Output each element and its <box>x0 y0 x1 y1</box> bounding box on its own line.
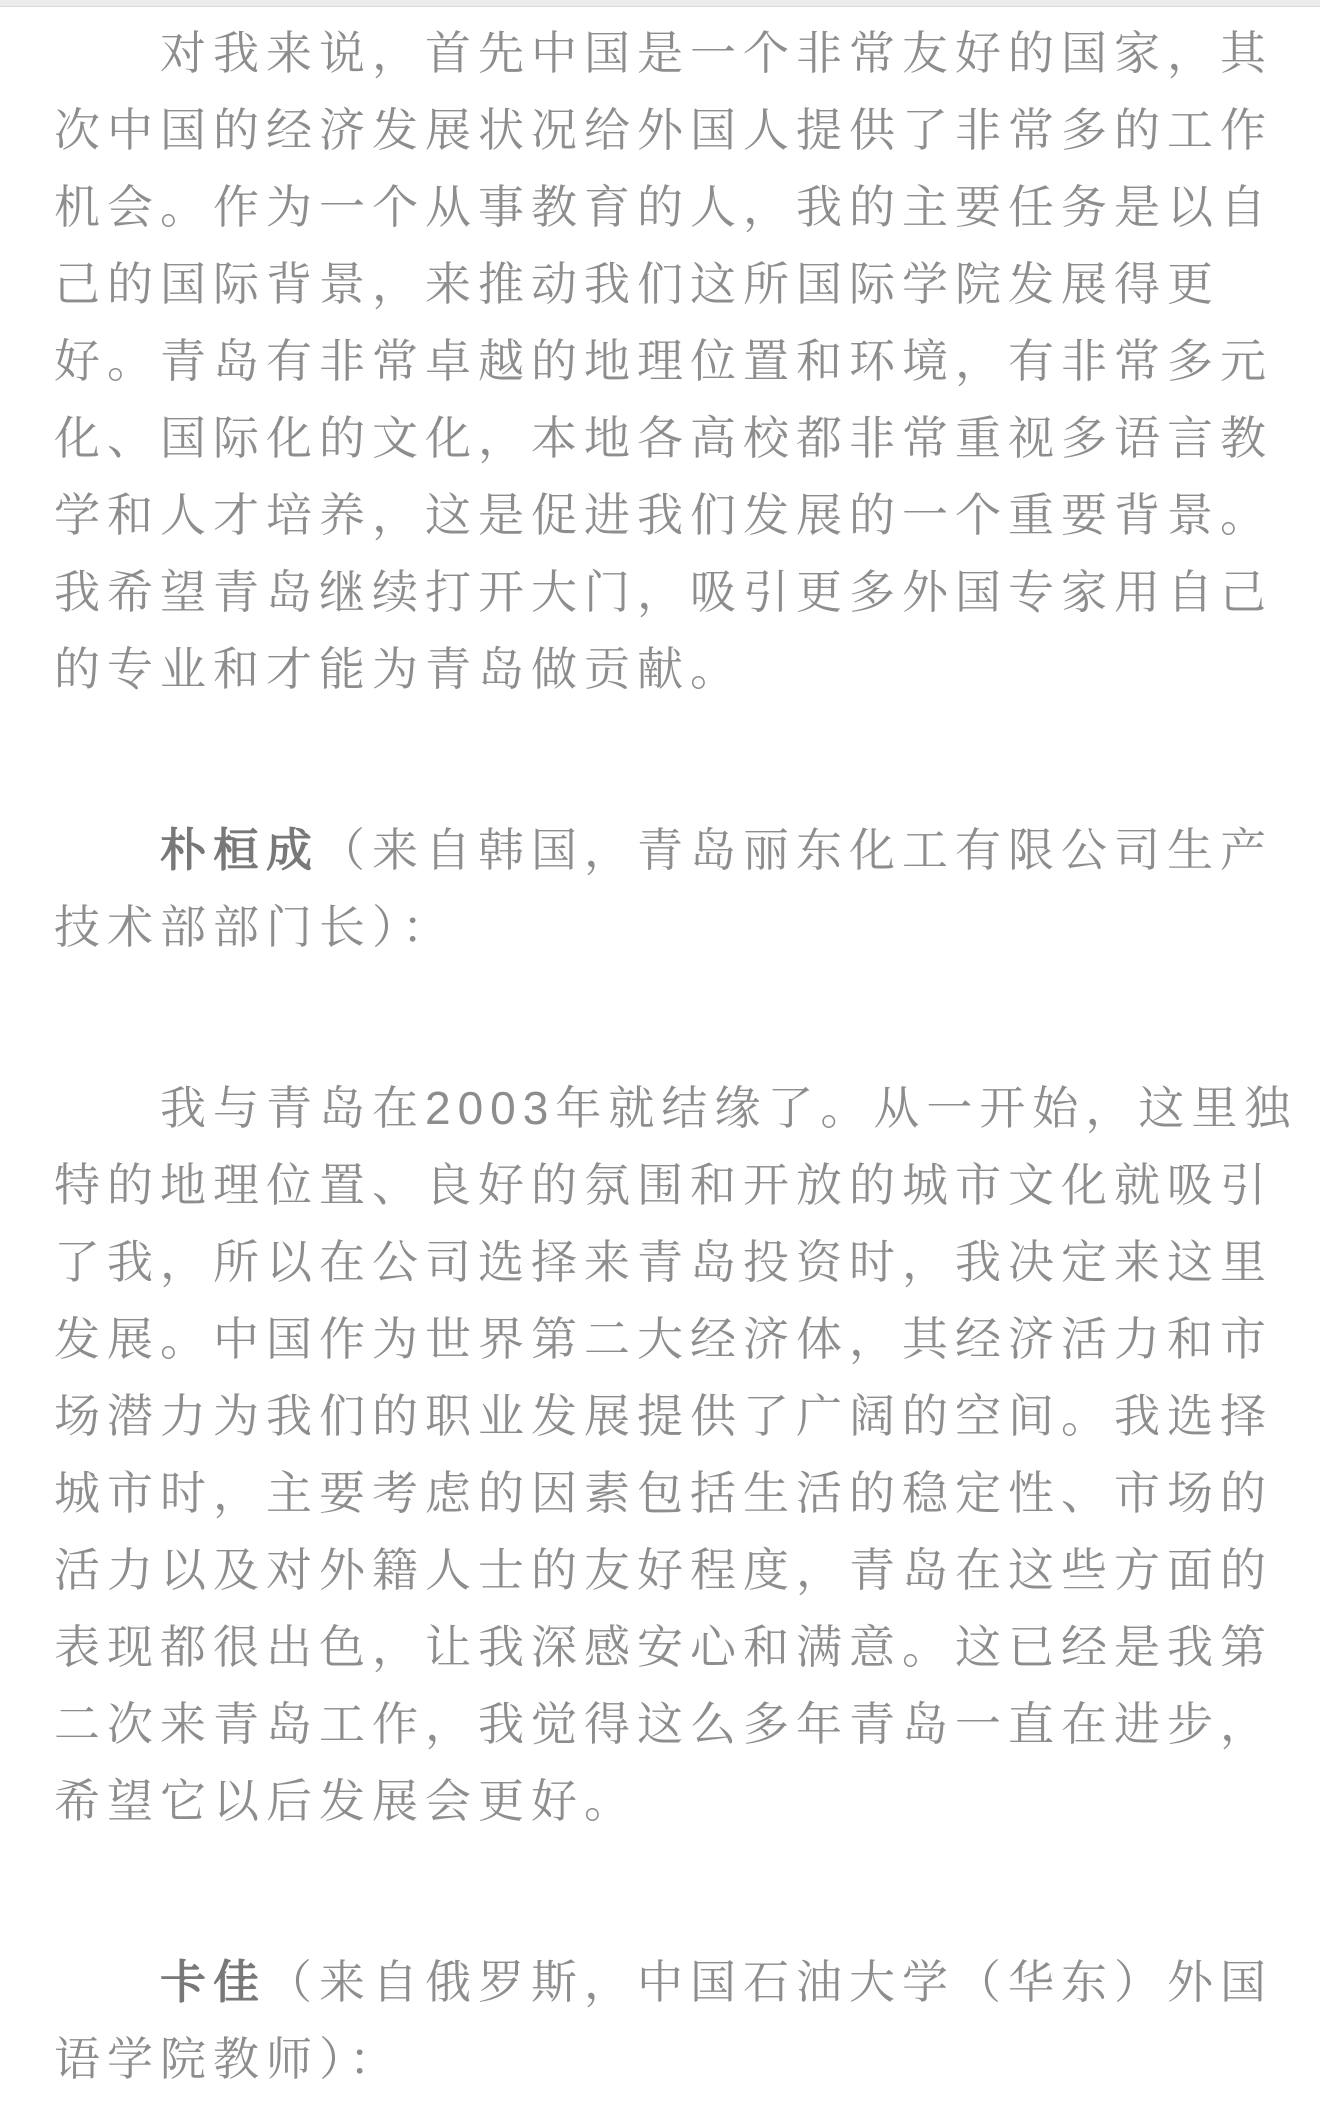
text-segment: 次中国的经济发展状况给外国人提供了非常多的工作 <box>54 104 1273 156</box>
paragraph-speaker-1 <box>54 812 1280 966</box>
text-line <box>54 1763 1280 1840</box>
text-segment: 己的国际背景，来推动我们这所国际学院发展得更 <box>54 258 1220 310</box>
text-segment: 的专业和才能为青岛做贡献。 <box>54 643 743 695</box>
text-line <box>54 15 1280 92</box>
paragraph-quote-1 <box>54 15 1280 708</box>
text-line <box>54 812 1280 889</box>
paragraph-quote-2 <box>54 1070 1298 1840</box>
text-segment: 表现都很出色，让我深感安心和满意。这已经是我第 <box>54 1621 1273 1673</box>
text-segment: 技术部部门长）： <box>54 901 455 953</box>
text-segment: 学和人才培养，这是促进我们发展的一个重要背景。 <box>54 489 1273 541</box>
text-line <box>54 92 1280 169</box>
article-body <box>54 15 1298 2098</box>
text-segment: 我与青岛在2003年就结缘了。从一开始，这里独 <box>160 1082 1298 1134</box>
paragraph-speaker-2 <box>54 1944 1280 2098</box>
text-segment: 化、国际化的文化，本地各高校都非常重视多语言教 <box>54 412 1273 464</box>
text-segment: 我希望青岛继续打开大门，吸引更多外国专家用自己 <box>54 566 1273 618</box>
text-segment: 场潜力为我们的职业发展提供了广阔的空间。我选择 <box>54 1390 1273 1442</box>
speaker-name: 卡佳 <box>160 1956 266 2008</box>
text-segment: 二次来青岛工作，我觉得这么多年青岛一直在进步， <box>54 1698 1273 1750</box>
text-line <box>54 554 1280 631</box>
text-segment: 发展。中国作为世界第二大经济体，其经济活力和市 <box>54 1313 1273 1365</box>
text-line <box>54 1301 1280 1378</box>
text-line <box>54 1224 1280 1301</box>
text-segment: 希望它以后发展会更好。 <box>54 1775 637 1827</box>
text-line <box>54 1609 1280 1686</box>
text-line <box>54 889 1280 966</box>
text-line <box>54 246 1280 323</box>
text-line <box>54 400 1280 477</box>
text-line <box>54 1378 1280 1455</box>
text-line <box>54 1455 1280 1532</box>
text-line <box>54 1070 1298 1147</box>
text-segment: 活力以及对外籍人士的友好程度，青岛在这些方面的 <box>54 1544 1273 1596</box>
text-line <box>54 1532 1280 1609</box>
speaker-name: 朴桓成 <box>160 824 319 876</box>
text-line <box>54 169 1280 246</box>
text-segment: 了我，所以在公司选择来青岛投资时，我决定来这里 <box>54 1236 1273 1288</box>
text-line <box>54 1944 1280 2021</box>
top-divider <box>0 0 1320 7</box>
text-segment: （来自俄罗斯，中国石油大学（华东）外国 <box>266 1956 1273 2008</box>
text-segment: （来自韩国，青岛丽东化工有限公司生产 <box>319 824 1273 876</box>
text-segment: 城市时，主要考虑的因素包括生活的稳定性、市场的 <box>54 1467 1273 1519</box>
text-line <box>54 1147 1280 1224</box>
text-line <box>54 631 1280 708</box>
text-segment: 好。青岛有非常卓越的地理位置和环境，有非常多元 <box>54 335 1273 387</box>
text-line <box>54 323 1280 400</box>
text-segment: 对我来说，首先中国是一个非常友好的国家，其 <box>160 27 1273 79</box>
text-line <box>54 477 1280 554</box>
text-segment: 语学院教师）： <box>54 2033 402 2085</box>
text-segment: 特的地理位置、良好的氛围和开放的城市文化就吸引 <box>54 1159 1273 1211</box>
text-line <box>54 2021 1280 2098</box>
article <box>0 7 1320 2098</box>
text-line <box>54 1686 1280 1763</box>
text-segment: 机会。作为一个从事教育的人，我的主要任务是以自 <box>54 181 1273 233</box>
